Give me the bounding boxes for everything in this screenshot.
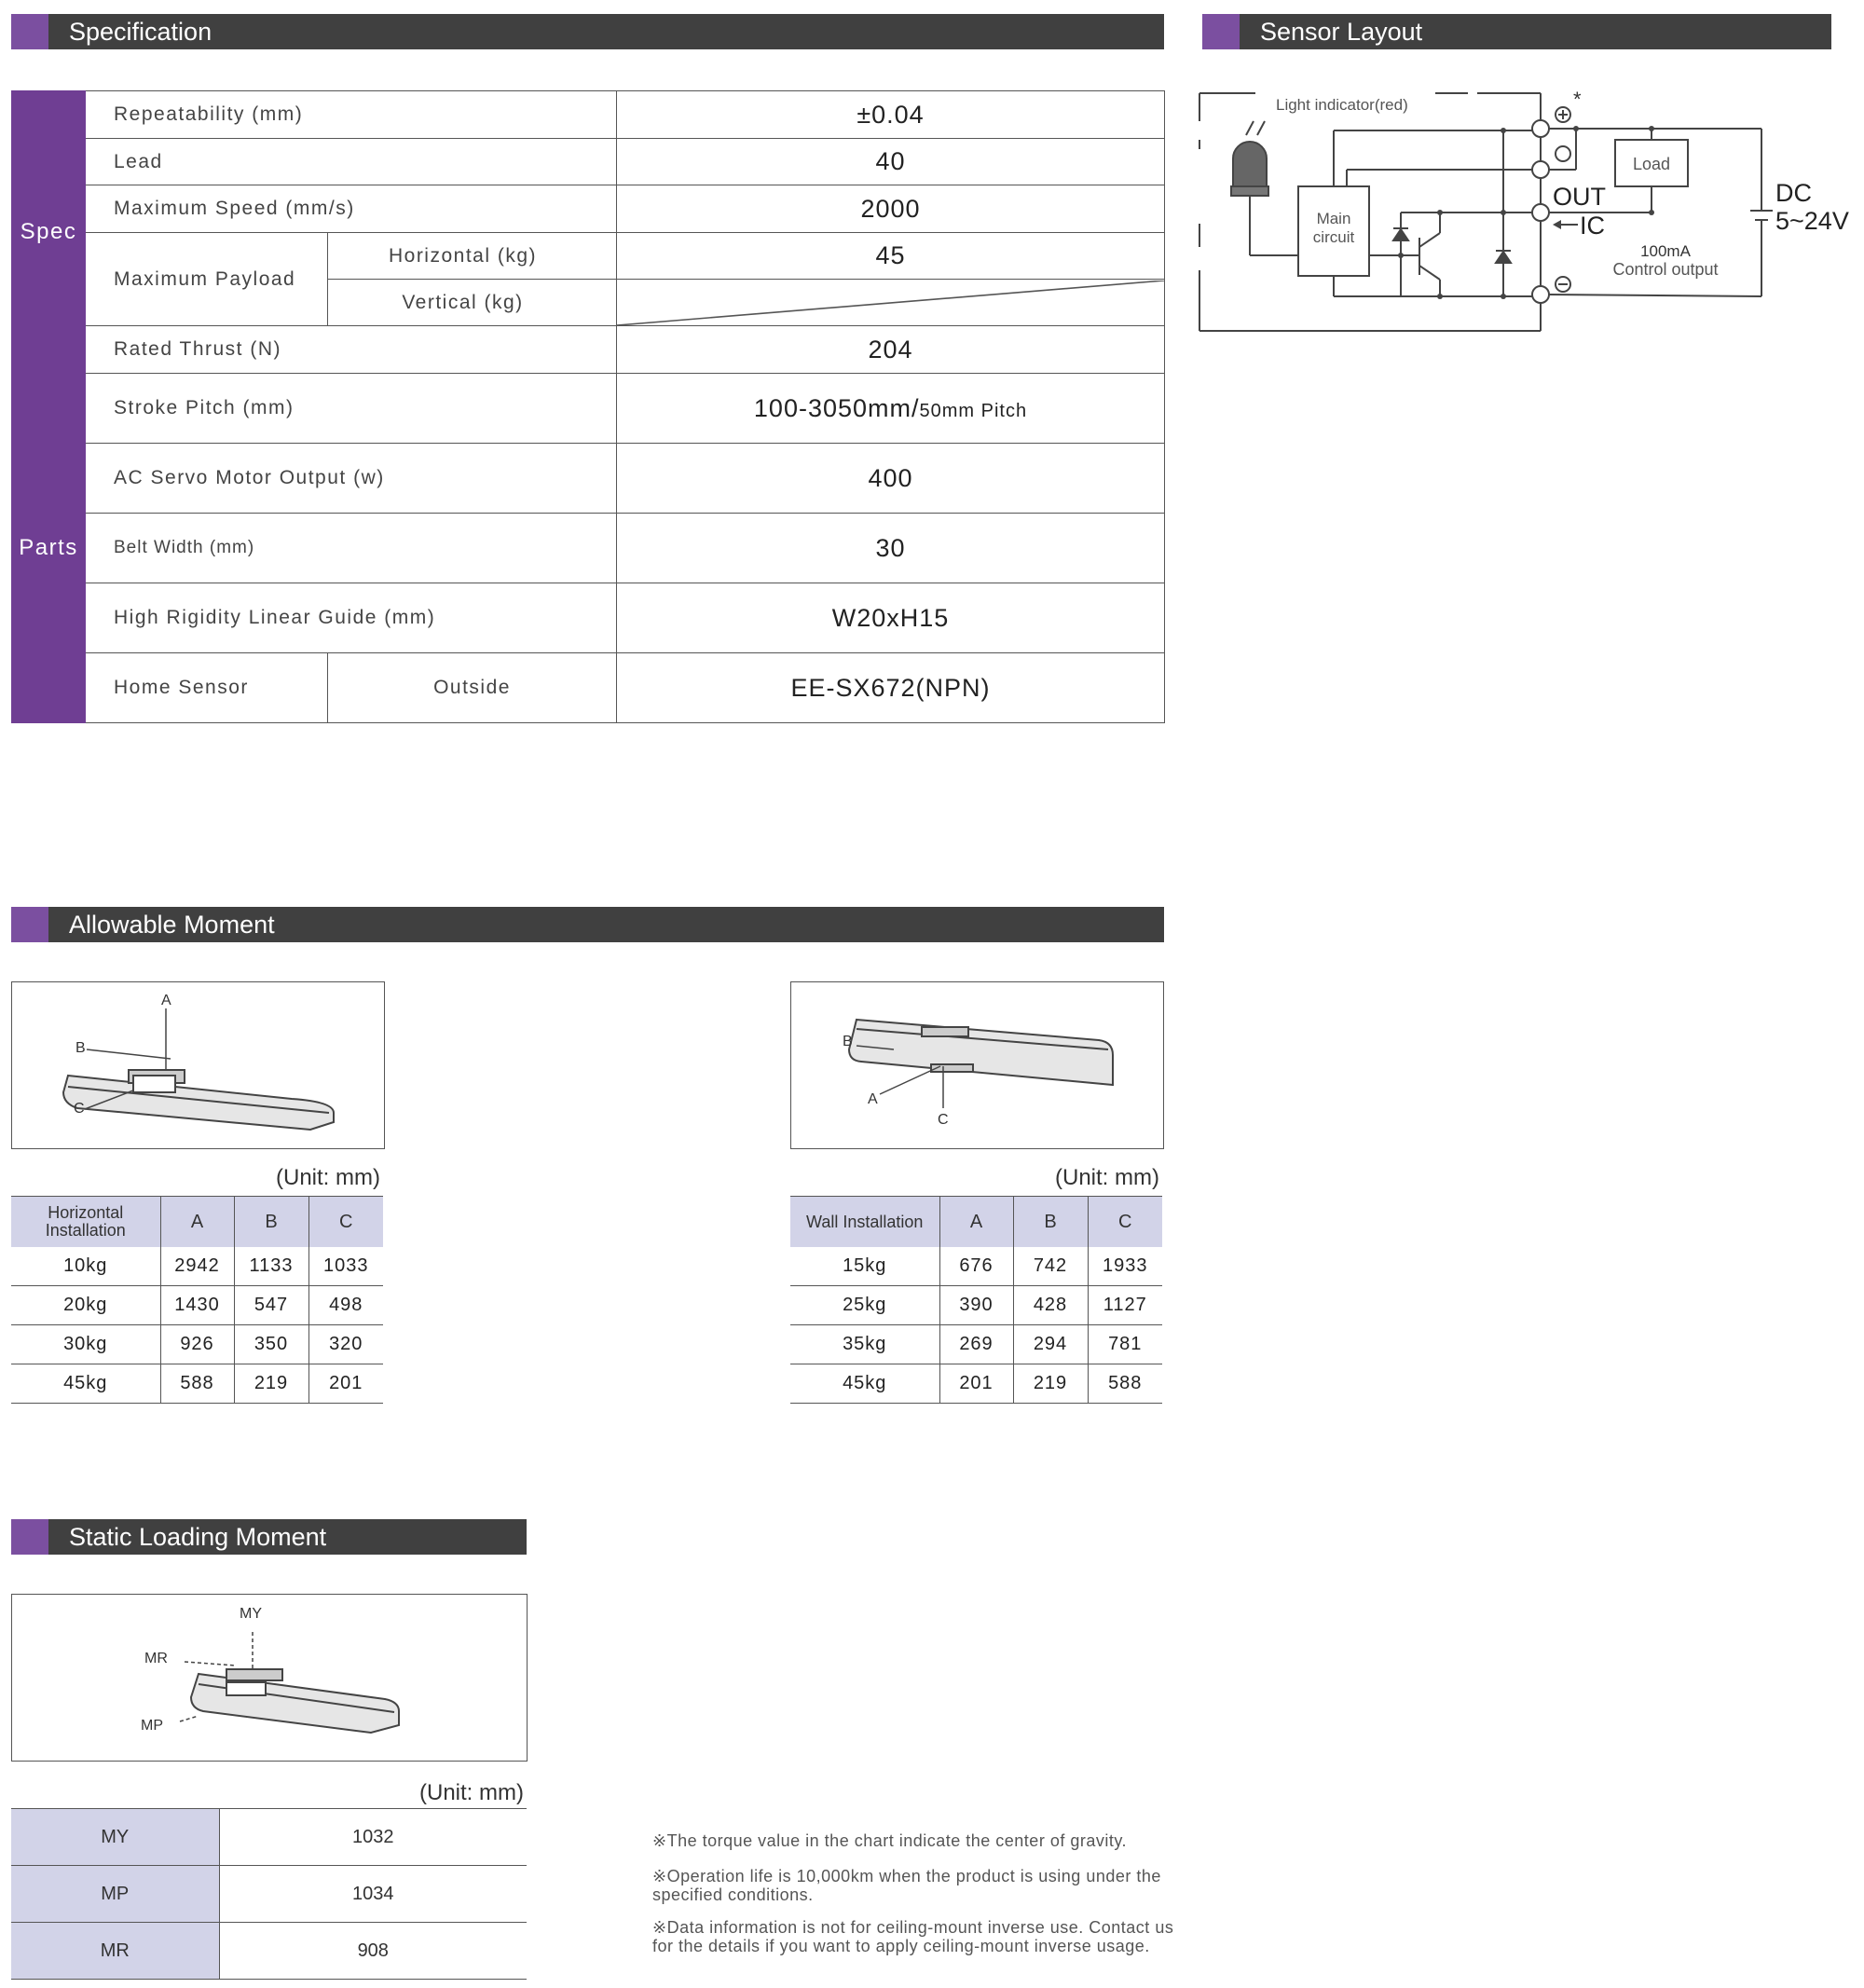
asterisk-label: * bbox=[1573, 88, 1582, 111]
table-cell: 1133 bbox=[234, 1247, 308, 1286]
section-title: Static Loading Moment bbox=[69, 1523, 327, 1551]
table-row bbox=[12, 91, 1165, 139]
sub-label: Horizontal (kg) bbox=[328, 233, 617, 280]
sub-label: Outside bbox=[328, 653, 617, 723]
row-label: Repeatability (mm) bbox=[86, 91, 617, 139]
table-cell: 201 bbox=[308, 1364, 383, 1404]
table-cell: 781 bbox=[1088, 1325, 1162, 1364]
figure-label-b: B bbox=[75, 1040, 86, 1056]
row-value: EE-SX672(NPN) bbox=[617, 653, 1165, 723]
table-header-row bbox=[790, 1197, 1162, 1248]
row-label: Maximum Speed (mm/s) bbox=[86, 185, 617, 233]
table-row bbox=[12, 514, 1165, 583]
table-cell: 676 bbox=[939, 1247, 1013, 1286]
table-cell: 25kg bbox=[790, 1286, 939, 1325]
table-row bbox=[12, 233, 1165, 280]
table-cell: 20kg bbox=[11, 1286, 160, 1325]
column-header: A bbox=[939, 1197, 1013, 1248]
table-cell: 1033 bbox=[308, 1247, 383, 1286]
empty-value-cell bbox=[617, 280, 1165, 326]
note-text: ※The torque value in the chart indicate the center of gravity. bbox=[652, 1831, 1128, 1850]
moment-value: 1032 bbox=[219, 1809, 527, 1866]
row-value: 2000 bbox=[617, 185, 1165, 233]
row-value: 40 bbox=[617, 139, 1165, 185]
static-loading-moment-header bbox=[11, 1519, 527, 1555]
table-header-row bbox=[11, 1197, 383, 1248]
moment-value: 908 bbox=[219, 1923, 527, 1980]
row-value: 30 bbox=[617, 514, 1165, 583]
wall-installation-table bbox=[790, 1196, 1162, 1404]
table-row bbox=[12, 374, 1165, 444]
table-cell: 45kg bbox=[11, 1364, 160, 1404]
figure-label-mp: MP bbox=[141, 1718, 163, 1734]
section-title: Specification bbox=[69, 18, 212, 46]
unit-label: (Unit: mm) bbox=[276, 1165, 380, 1190]
out-label: OUT bbox=[1553, 183, 1606, 211]
ic-label: IC bbox=[1580, 212, 1605, 240]
figure-label-a: A bbox=[161, 993, 171, 1008]
table-cell: 201 bbox=[939, 1364, 1013, 1404]
table-row bbox=[11, 1364, 383, 1404]
column-header: B bbox=[1013, 1197, 1088, 1248]
figure-label-c: C bbox=[938, 1112, 949, 1128]
specification-header bbox=[11, 14, 1164, 49]
table-row bbox=[12, 653, 1165, 723]
table-row bbox=[12, 583, 1165, 653]
table-cell: 10kg bbox=[11, 1247, 160, 1286]
table-row bbox=[11, 1286, 383, 1325]
control-output-label: Control output bbox=[1612, 260, 1719, 279]
table-cell: 588 bbox=[160, 1364, 234, 1404]
table-cell: 498 bbox=[308, 1286, 383, 1325]
figure-label-my: MY bbox=[240, 1606, 262, 1622]
main-circuit-label: Main bbox=[1316, 210, 1351, 227]
row-label: High Rigidity Linear Guide (mm) bbox=[86, 583, 617, 653]
table-row bbox=[11, 1325, 383, 1364]
table-cell: 219 bbox=[1013, 1364, 1088, 1404]
allowable-moment-header bbox=[11, 907, 1164, 942]
actuator-illustration bbox=[791, 982, 1163, 1148]
unit-label: (Unit: mm) bbox=[1055, 1165, 1159, 1190]
figure-label-a: A bbox=[868, 1091, 878, 1107]
table-cell: 1933 bbox=[1088, 1247, 1162, 1286]
table-row bbox=[12, 139, 1165, 185]
table-row bbox=[11, 1923, 527, 1980]
moment-key: MR bbox=[11, 1923, 219, 1980]
header-accent bbox=[1202, 14, 1240, 49]
table-cell: 30kg bbox=[11, 1325, 160, 1364]
figure-label-c: C bbox=[74, 1101, 85, 1117]
static-moment-figure bbox=[11, 1594, 528, 1762]
header-accent bbox=[11, 1519, 48, 1555]
table-cell: 1430 bbox=[160, 1286, 234, 1325]
moment-key: MY bbox=[11, 1809, 219, 1866]
static-moment-table bbox=[11, 1808, 527, 1980]
row-value: 45 bbox=[617, 233, 1165, 280]
row-label: Belt Width (mm) bbox=[86, 514, 617, 583]
load-label: Load bbox=[1632, 155, 1671, 173]
group-spec: Spec bbox=[12, 91, 86, 374]
header-accent bbox=[11, 14, 48, 49]
table-row bbox=[11, 1809, 527, 1866]
column-header: C bbox=[1088, 1197, 1162, 1248]
specification-table bbox=[11, 90, 1165, 723]
column-header: Wall Installation bbox=[790, 1197, 939, 1248]
sensor-circuit-diagram bbox=[1198, 84, 1861, 345]
table-cell: 15kg bbox=[790, 1247, 939, 1286]
table-cell: 547 bbox=[234, 1286, 308, 1325]
row-value: 204 bbox=[617, 326, 1165, 374]
sub-label: Vertical (kg) bbox=[328, 280, 617, 326]
table-cell: 269 bbox=[939, 1325, 1013, 1364]
row-label: Lead bbox=[86, 139, 617, 185]
table-row bbox=[12, 444, 1165, 514]
column-header: A bbox=[160, 1197, 234, 1248]
table-row bbox=[790, 1247, 1162, 1286]
table-cell: 926 bbox=[160, 1325, 234, 1364]
main-circuit-label: circuit bbox=[1312, 228, 1355, 246]
table-cell: 1127 bbox=[1088, 1286, 1162, 1325]
section-title: Sensor Layout bbox=[1260, 18, 1423, 46]
horizontal-moment-figure bbox=[11, 981, 385, 1149]
table-row bbox=[790, 1364, 1162, 1404]
table-cell: 294 bbox=[1013, 1325, 1088, 1364]
note-text: ※Operation life is 10,000km when the product is using under the specified conditions. bbox=[652, 1867, 1161, 1904]
moment-key: MP bbox=[11, 1866, 219, 1923]
wall-moment-figure bbox=[790, 981, 1164, 1149]
row-label: Rated Thrust (N) bbox=[86, 326, 617, 374]
table-cell: 588 bbox=[1088, 1364, 1162, 1404]
table-row bbox=[12, 185, 1165, 233]
row-label: Home Sensor bbox=[86, 653, 328, 723]
table-row bbox=[11, 1866, 527, 1923]
horizontal-installation-table bbox=[11, 1196, 383, 1404]
figure-label-b: B bbox=[843, 1034, 853, 1049]
dc-label: DC bbox=[1775, 179, 1812, 207]
section-title: Allowable Moment bbox=[69, 911, 275, 939]
table-row bbox=[12, 326, 1165, 374]
actuator-illustration bbox=[12, 1595, 527, 1761]
moment-value: 1034 bbox=[219, 1866, 527, 1923]
figure-label-mr: MR bbox=[144, 1651, 168, 1666]
table-row bbox=[11, 1247, 383, 1286]
header-accent bbox=[11, 907, 48, 942]
stroke-pitch-note: 50mm Pitch bbox=[919, 400, 1028, 421]
row-value: W20xH15 bbox=[617, 583, 1165, 653]
voltage-label: 5~24V bbox=[1775, 207, 1849, 235]
actuator-illustration bbox=[12, 982, 384, 1148]
current-label: 100mA bbox=[1640, 242, 1691, 260]
light-indicator-label: Light indicator(red) bbox=[1276, 96, 1408, 114]
table-cell: 742 bbox=[1013, 1247, 1088, 1286]
stroke-value: 100-3050mm/ bbox=[753, 393, 920, 422]
table-cell: 219 bbox=[234, 1364, 308, 1404]
column-header: Horizontal Installation bbox=[11, 1197, 160, 1248]
diagonal-slash bbox=[617, 281, 1164, 325]
row-label: AC Servo Motor Output (w) bbox=[86, 444, 617, 514]
table-cell: 320 bbox=[308, 1325, 383, 1364]
row-label: Maximum Payload bbox=[86, 233, 328, 326]
unit-label: (Unit: mm) bbox=[419, 1780, 524, 1805]
column-header: C bbox=[308, 1197, 383, 1248]
group-parts: Parts bbox=[12, 374, 86, 723]
table-cell: 390 bbox=[939, 1286, 1013, 1325]
table-cell: 2942 bbox=[160, 1247, 234, 1286]
table-cell: 428 bbox=[1013, 1286, 1088, 1325]
table-cell: 45kg bbox=[790, 1364, 939, 1404]
table-row bbox=[790, 1286, 1162, 1325]
row-value: ±0.04 bbox=[617, 91, 1165, 139]
column-header: B bbox=[234, 1197, 308, 1248]
table-cell: 35kg bbox=[790, 1325, 939, 1364]
row-value bbox=[617, 374, 1165, 444]
row-value: 400 bbox=[617, 444, 1165, 514]
table-cell: 350 bbox=[234, 1325, 308, 1364]
note-text: ※Data information is not for ceiling-mount inverse use. Contact us for the details if you want to apply ceiling-mount inverse usage. bbox=[652, 1918, 1174, 1955]
row-label: Stroke Pitch (mm) bbox=[86, 374, 617, 444]
sensor-layout-header bbox=[1202, 14, 1831, 49]
table-row bbox=[790, 1325, 1162, 1364]
